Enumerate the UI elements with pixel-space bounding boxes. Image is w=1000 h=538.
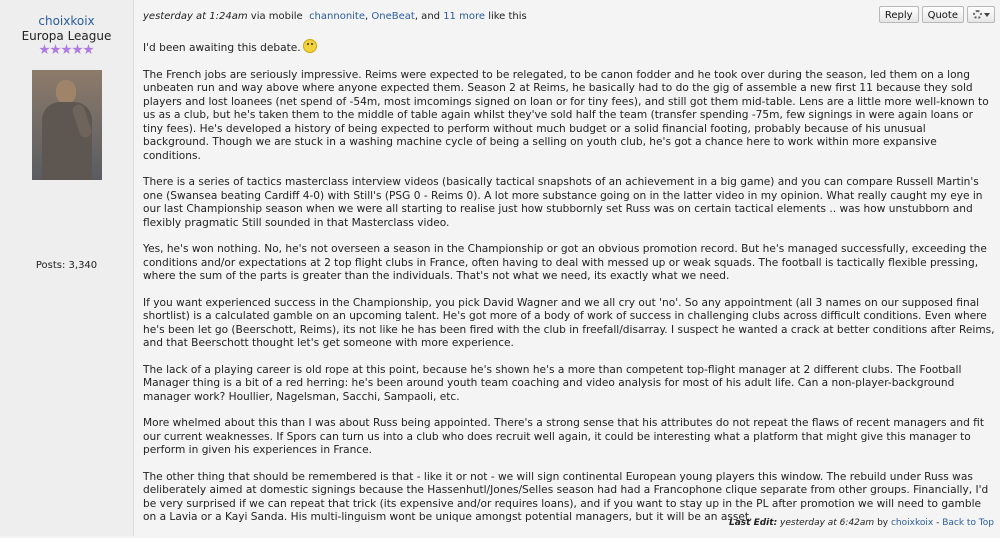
options-button[interactable] [967,6,995,23]
post-count: Posts: 3,340 [35,260,98,271]
post-meta: yesterday at 1:24am via mobile channonite, OneBeat, and 11 more like this [143,11,527,22]
post-paragraph: The other thing that should be remembered is that - like it or not - we will sign continental European young players this window. The rebuild under Russ was deliberately aimed at domestic signings because the Hassenhutl/Jones/Selles season had had a Francophone clique separate from other groups. Financially, I'd be very surprised if we can repeat that trick (its expensive and/or requires loans), and if you want to stay up in the PL after promotion we will need to gamble on a Lavia or a Kayi Sanda. His multi-linguism wont be unique amongst potential managers, but it will be an asset. [143,470,989,523]
star-icon [72,44,83,55]
star-icon [50,44,61,55]
author-rank: Europa League [21,29,112,43]
post-actions [879,6,995,23]
quote-button[interactable]: Quote [922,6,964,23]
editor-link[interactable]: choixkoix [890,518,934,528]
post-paragraph: The lack of a playing career is old rope at this point, because he's shown he's a more than competent top-flight manager at 2 different clubs. The Football Manager thing is a bit of a red herring: he's been around youth team coaching and video analysis for most of his adult life. Can a non-player-background manager work? Houllier, Nagelsman, Sacchi, Sampaoli, etc. [143,363,962,403]
post-time: yesterday at 1:24am [143,11,248,22]
reply-button[interactable]: Reply [879,6,919,23]
post-paragraph: If you want experienced success in the Championship, you pick David Wagner and we all cry out 'no'. So any appointment (all 3 names on our supposed final shortlist) is a calculated gamble on an upcoming talent. He's got more of a body of work of success in challenging clubs across difficult conditions. Even where he's been let go (Beerschott, Reims), its not like he has been fired with the club in freefall/disarray. I suspect he wanted a crack at better conditions after Reims, and that Beerschott thought let's get someone with more experience. [143,296,995,349]
post-body [143,39,995,538]
post-paragraph: There is a series of tactics masterclass interview videos (basically tactical snapshots of an achievement in a big game) and you can compare Russell Martin's one (Swansea beating Cardiff 4-0) with Still's (PSG 0 - Reims 0). A lot more substance going on in the latter video in my opinion. What really caught my eye in our last Championship season when we were all starting to realise just how stubbornly set Russ was on certain tactical elements .. was how unstubborn and flexibly pragmatic Still sounded in that Masterclass video. [143,176,983,229]
rank-stars [0,44,133,57]
star-icon [83,44,94,55]
post-paragraph: I'd been awaiting this debate. [143,39,995,56]
gear-icon [973,10,982,19]
avatar[interactable] [32,70,102,180]
liker-link[interactable]: OneBeat [371,11,415,22]
last-edit-info: Last Edit: yesterday at 6:42am by choixkoix - Back to Top [728,518,994,528]
chevron-down-icon [984,13,990,17]
post-content [134,0,1000,536]
post-paragraph: Yes, he's won nothing. No, he's not overseen a season in the Championship or got an obvious promotion record. But he's managed successfully, exceeding the conditions and/or expectations at 2 top flight clubs in France, often having to deal with messed up or weak squads. The football is tactically flexible pressing, where the sum of the parts is greater than the individuals. That's not what we need, its exactly what we need. [143,243,987,282]
liker-link[interactable]: channonite [309,11,366,22]
post-via: via mobile [250,11,303,22]
author-sidebar [0,0,134,536]
post-paragraph: More whelmed about this than I was about Russ being appointed. There's a strong sense that his attributes do not repeat the flaws of recent managers and fit our current weaknesses. If Spors can turn us into a club who does recruit well again, it could be interesting what a platform that might give this manager to perform in given his experiences in France. [143,417,984,456]
star-icon [39,44,50,55]
post-paragraph: The French jobs are seriously impressive. Reims were expected to be relegated, to be canon fodder and he took over during the season, led them on a long unbeaten run and way above where anyone expected them. Season 2 at Reims, he basically had to do the gig of assemble a new first 11 because they sold players and lost loanees (net spend of -54m, most imcomings signed on loan or for tiny fees), and still got them mid-table. Lens are a little more well-known to us as a club, but he's taken them to the middle of table again whilst they've sold half the team (transfer spending -75m, few signings in were again loans or tiny fees). He's developed a history of being expected to perform without much budget or a solid financial footing, probably because of his unusual background. Though we are stuck in a washing machine cycle of being a selling on youth club, he's got a chance here to work within more expansive conditions. [143,68,989,162]
back-to-top-link[interactable]: Back to Top [942,518,994,528]
smiley-icon [303,39,317,53]
author-username[interactable]: choixkoix [38,14,95,28]
more-likers-link[interactable]: 11 more [443,11,485,22]
star-icon [61,44,72,55]
likes-tail: like this [488,11,527,22]
